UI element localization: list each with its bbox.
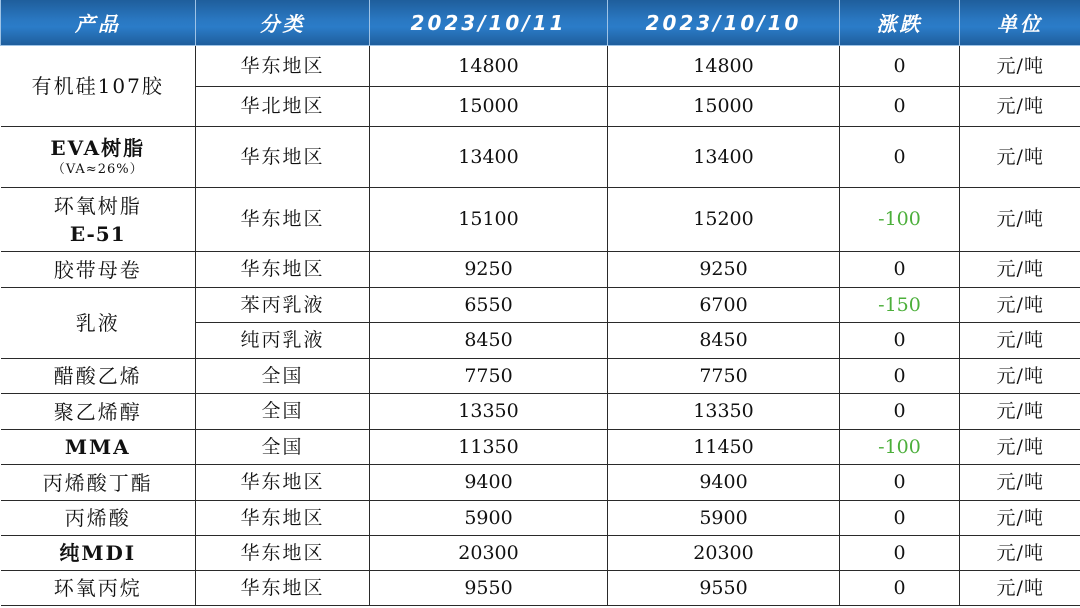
table-row [1, 288, 1080, 323]
product-name: EVA树脂 [50, 135, 146, 160]
category-cell: 华东地区 [196, 46, 370, 87]
unit-cell: 元/吨 [960, 430, 1080, 465]
header-date-old: 2023/10/10 [608, 0, 840, 46]
table-row [1, 430, 1080, 465]
price-old-cell: 11450 [608, 430, 840, 465]
price-old-cell: 13350 [608, 394, 840, 430]
price-new-cell: 6550 [370, 288, 608, 323]
price-old-cell: 6700 [608, 288, 840, 323]
change-cell: 0 [840, 252, 960, 288]
category-cell: 华东地区 [196, 465, 370, 501]
product-cell [1, 536, 196, 571]
product-cell [1, 430, 196, 465]
price-new-cell: 11350 [370, 430, 608, 465]
category-cell: 华东地区 [196, 536, 370, 571]
table-row [1, 571, 1080, 606]
unit-cell: 元/吨 [960, 188, 1080, 252]
product-name: 环氧树脂 [53, 193, 142, 218]
product-spec: （VA≈26%） [51, 161, 144, 177]
table-row [1, 394, 1080, 430]
table-row [1, 127, 1080, 188]
change-cell: 0 [840, 323, 960, 359]
product-cell [1, 288, 196, 359]
change-cell: -100 [840, 188, 960, 252]
change-cell: 0 [840, 394, 960, 430]
unit-cell: 元/吨 [960, 359, 1080, 394]
unit-cell: 元/吨 [960, 536, 1080, 571]
change-cell: 0 [840, 571, 960, 606]
price-new-cell: 9250 [370, 252, 608, 288]
product-cell [1, 394, 196, 430]
category-cell: 全国 [196, 430, 370, 465]
product-name: 丙烯酸 [64, 506, 131, 530]
price-new-cell: 15000 [370, 87, 608, 127]
unit-cell: 元/吨 [960, 127, 1080, 188]
category-cell: 华东地区 [196, 188, 370, 252]
unit-cell: 元/吨 [960, 288, 1080, 323]
header-row [1, 0, 1080, 46]
category-cell: 华东地区 [196, 501, 370, 536]
change-cell: 0 [840, 465, 960, 501]
product-name: 乳液 [75, 311, 120, 335]
price-new-cell: 15100 [370, 188, 608, 252]
category-cell: 苯丙乳液 [196, 288, 370, 323]
product-name: 环氧丙烷 [53, 576, 142, 600]
category-cell: 全国 [196, 359, 370, 394]
product-cell [1, 501, 196, 536]
product-name: 纯MDI [59, 541, 137, 565]
product-cell [1, 465, 196, 501]
price-new-cell: 20300 [370, 536, 608, 571]
category-cell: 华东地区 [196, 252, 370, 288]
product-name: 醋酸乙烯 [53, 364, 142, 388]
product-cell [1, 46, 196, 127]
price-old-cell: 20300 [608, 536, 840, 571]
unit-cell: 元/吨 [960, 465, 1080, 501]
price-old-cell: 15200 [608, 188, 840, 252]
product-cell [1, 359, 196, 394]
table-row [1, 252, 1080, 288]
price-old-cell: 13400 [608, 127, 840, 188]
table-row [1, 46, 1080, 87]
price-new-cell: 14800 [370, 46, 608, 87]
price-old-cell: 9250 [608, 252, 840, 288]
table-row [1, 359, 1080, 394]
unit-cell: 元/吨 [960, 501, 1080, 536]
product-name: 聚乙烯醇 [53, 399, 142, 424]
table-row [1, 465, 1080, 501]
product-spec: E-51 [69, 221, 126, 246]
category-cell: 华北地区 [196, 87, 370, 127]
header-change: 涨跌 [840, 0, 960, 46]
price-new-cell: 9550 [370, 571, 608, 606]
change-cell: 0 [840, 87, 960, 127]
category-cell: 华东地区 [196, 571, 370, 606]
header-unit: 单位 [960, 0, 1080, 46]
unit-cell: 元/吨 [960, 252, 1080, 288]
category-cell: 纯丙乳液 [196, 323, 370, 359]
price-old-cell: 15000 [608, 87, 840, 127]
price-new-cell: 9400 [370, 465, 608, 501]
change-cell: 0 [840, 127, 960, 188]
unit-cell: 元/吨 [960, 87, 1080, 127]
unit-cell: 元/吨 [960, 323, 1080, 359]
product-name: MMA [64, 435, 131, 459]
header-category: 分类 [196, 0, 370, 46]
change-cell: 0 [840, 501, 960, 536]
table-row [1, 188, 1080, 252]
product-cell [1, 571, 196, 606]
price-new-cell: 13400 [370, 127, 608, 188]
price-new-cell: 8450 [370, 323, 608, 359]
change-cell: 0 [840, 359, 960, 394]
price-new-cell: 5900 [370, 501, 608, 536]
unit-cell: 元/吨 [960, 46, 1080, 87]
product-name: 胶带母卷 [53, 257, 142, 282]
table-row [1, 536, 1080, 571]
header-date-new: 2023/10/11 [370, 0, 608, 46]
change-cell: -100 [840, 430, 960, 465]
unit-cell: 元/吨 [960, 394, 1080, 430]
price-old-cell: 7750 [608, 359, 840, 394]
change-cell: -150 [840, 288, 960, 323]
price-old-cell: 9400 [608, 465, 840, 501]
price-old-cell: 9550 [608, 571, 840, 606]
table-row [1, 501, 1080, 536]
product-cell [1, 127, 196, 188]
product-cell [1, 188, 196, 252]
price-old-cell: 8450 [608, 323, 840, 359]
change-cell: 0 [840, 46, 960, 87]
category-cell: 全国 [196, 394, 370, 430]
unit-cell: 元/吨 [960, 571, 1080, 606]
price-old-cell: 14800 [608, 46, 840, 87]
category-cell: 华东地区 [196, 127, 370, 188]
product-name: 有机硅107胶 [31, 74, 164, 98]
product-cell [1, 252, 196, 288]
price-old-cell: 5900 [608, 501, 840, 536]
product-name: 丙烯酸丁酯 [42, 470, 153, 495]
header-product: 产品 [1, 0, 196, 46]
price-new-cell: 7750 [370, 359, 608, 394]
change-cell: 0 [840, 536, 960, 571]
price-new-cell: 13350 [370, 394, 608, 430]
